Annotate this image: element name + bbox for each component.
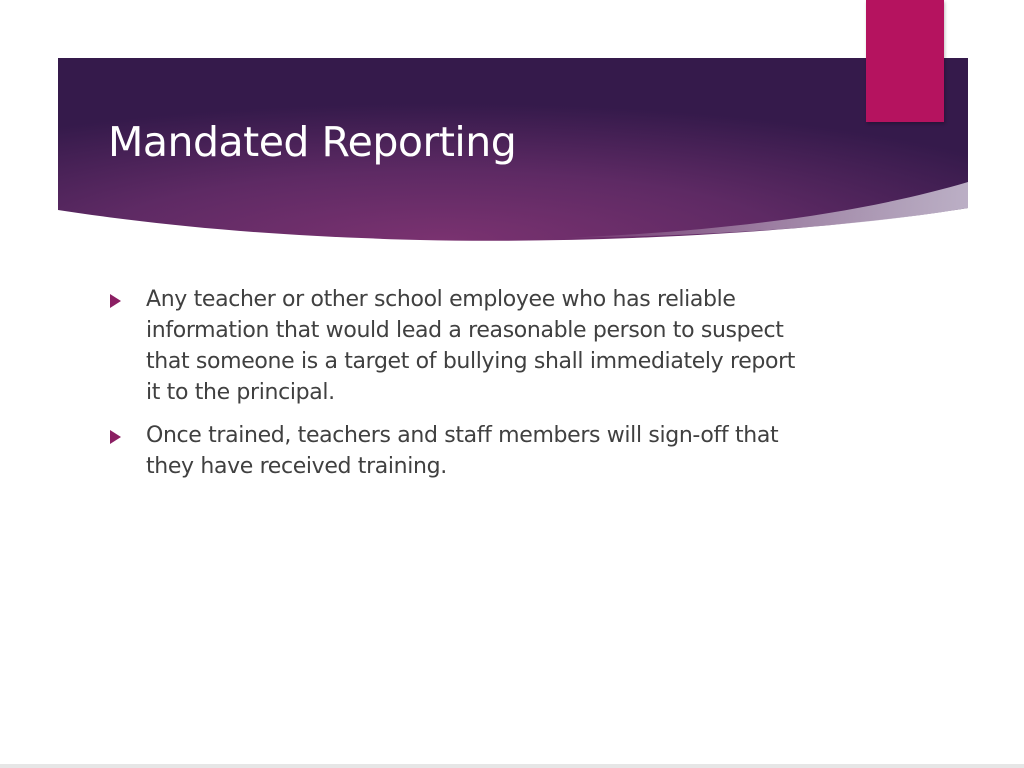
bullet-text: Once trained, teachers and staff members will sign-off that they have received training. xyxy=(146,423,779,479)
bullet-list xyxy=(108,284,808,482)
slide-content xyxy=(108,284,808,494)
bullet-item xyxy=(108,284,808,408)
triangle-bullet-icon xyxy=(110,294,121,308)
triangle-bullet-icon xyxy=(110,430,121,444)
bottom-edge xyxy=(0,764,1024,768)
slide-title: Mandated Reporting xyxy=(108,118,517,166)
bullet-item xyxy=(108,420,808,482)
bullet-text: Any teacher or other school employee who has reliable information that would lead a reasonable person to suspect that someone is a target of bullying shall immediately report it to the principal. xyxy=(146,287,796,405)
accent-tab xyxy=(866,0,944,122)
